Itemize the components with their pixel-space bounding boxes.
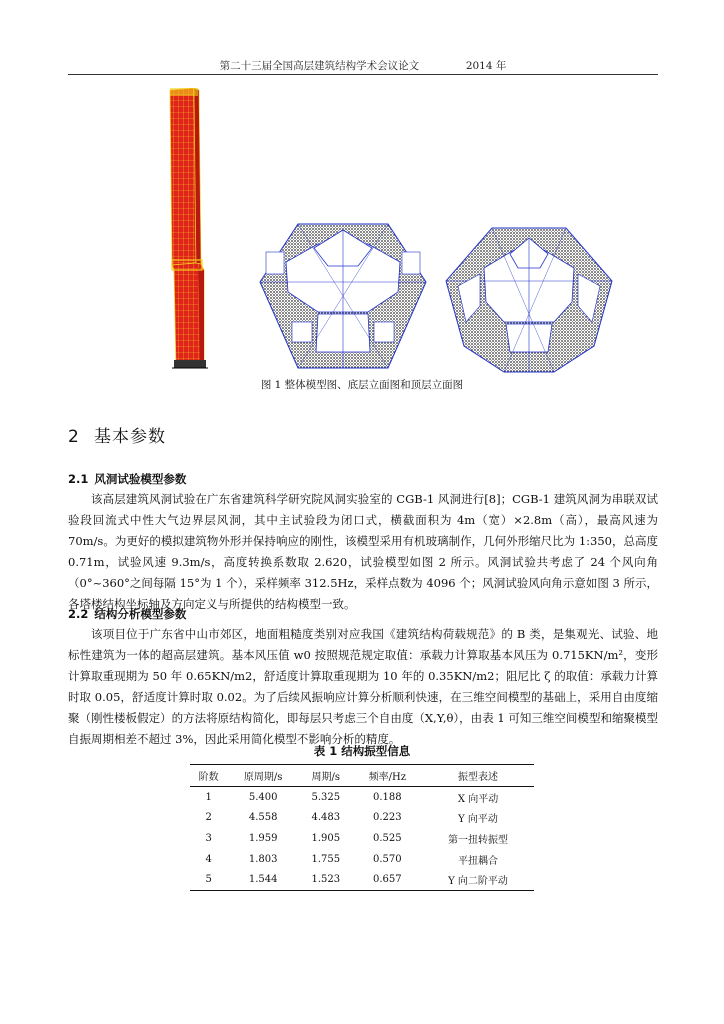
table-cell: 3: [205, 832, 212, 844]
section-2-1-paragraph: 该高层建筑风洞试验在广东省建筑科学研究院风洞实验室的 CGB-1 风洞进行[8]；CGB-1 建筑风洞为串联双试验段回流式中性大气边界层风洞，其中主试验段为闭口式，横截面积为 4m（宽）×2.8m（高），最高风速为 70m/s。为更好的模拟建筑物外形并保持响应的刚性，该模型采用有机玻璃制作，几何外形缩尺比为 1:350，总高度 0.71m，试验风速 9.3m/s，高度转换系数取 2.620，试验模型如图 2 所示。风洞试验共考虑了 24 个风向角（0°~360°之间每隔 15°为 1 个），采样频率 312.5Hz，采样点数为 4096 个；风洞试验风向角示意如图 3 所示，各塔楼结构坐标轴及方向定义与所提供的结构模型一致。: [68, 492, 658, 611]
table-row: [190, 869, 534, 890]
table-cell: 4: [205, 853, 212, 865]
table-cell: 0.223: [372, 812, 402, 824]
table-cell: 1.905: [311, 832, 341, 844]
table-cell: 2: [205, 812, 212, 824]
tower-model-image: [158, 88, 218, 373]
section-2-heading: [68, 422, 166, 447]
table-cell: 1.544: [248, 874, 278, 886]
table-header-row: [190, 765, 534, 787]
section-2-1-heading: [68, 471, 186, 487]
table-row: [190, 808, 534, 829]
subsection-title: 结构分析模型参数: [94, 607, 187, 621]
table-cell: 5.400: [248, 791, 278, 803]
conference-name: 第二十三届全国高层建筑结构学术会议论文: [219, 60, 420, 72]
table-cell: 5: [205, 874, 212, 886]
table-row: [190, 849, 534, 870]
section-title: 基本参数: [94, 427, 166, 447]
column-header: 阶数: [198, 772, 219, 783]
table-cell: 1.523: [311, 874, 341, 886]
table-cell: 4.483: [311, 812, 341, 824]
table-row: [190, 787, 534, 808]
table-cell: 1.959: [248, 832, 278, 844]
table-cell: Y 向平动: [458, 814, 498, 826]
section-number: 2: [68, 427, 80, 447]
subsection-title: 风洞试验模型参数: [94, 472, 187, 486]
table-cell: 0.657: [372, 874, 402, 886]
section-2-2-paragraph: 该项目位于广东省中山市郊区，地面粗糙度类别对应我国《建筑结构荷载规范》的 B 类，是集观光、试验、地标性建筑为一体的超高层建筑。基本风压值 w0 按照规范规定取值：承载力计算取基本风压为 0.715KN/m²，变形计算取重现期为 50 年 0.65KN/m2，舒适度计算取重现期为 10 年的 0.35KN/m2；阻尼比 ζ 的取值：承载力计算时取 0.05，舒适度计算时取 0.02。为了后续风振响应计算分析顺利快速，在三维空间模型的基础上，采用自由度缩聚（刚性楼板假定）的方法将原结构简化，即每层只考虑三个自由度（X,Y,θ），由表 1 可知三维空间模型和缩聚模型自振周期相差不超过 3%，因此采用简化模型不影响分析的精度。: [68, 627, 658, 746]
column-header: 振型表述: [458, 772, 499, 783]
table-cell: 4.558: [248, 812, 278, 824]
table-cell: 1.755: [311, 853, 341, 865]
figure-1-caption: 图 1 整体模型图、底层立面图和顶层立面图: [260, 379, 464, 391]
subsection-number: 2.1: [68, 472, 89, 486]
column-header: 频率/Hz: [368, 772, 406, 783]
table-cell: 1: [205, 791, 212, 803]
table-row: [190, 828, 534, 849]
table-1-title: 表 1 结构振型信息: [313, 744, 411, 758]
vibration-mode-table: [190, 764, 534, 891]
table-cell: 0.570: [372, 853, 402, 865]
running-header: [68, 58, 658, 75]
table-cell: Y 向二阶平动: [448, 876, 508, 888]
table-cell: 1.803: [248, 853, 278, 865]
subsection-number: 2.2: [68, 607, 89, 621]
figure-1: [0, 88, 724, 373]
table-cell: X 向平动: [457, 793, 499, 805]
table-cell: 0.188: [372, 791, 402, 803]
table-cell: 5.325: [311, 791, 341, 803]
ground-floor-plan-image: [258, 222, 428, 370]
top-floor-plan-image: [444, 226, 614, 374]
column-header: 原周期/s: [243, 772, 283, 783]
table-cell: 0.525: [372, 832, 402, 844]
section-2-2-heading: [68, 606, 186, 622]
header-year: 2014 年: [465, 60, 507, 72]
table-cell: 第一扭转振型: [448, 834, 509, 846]
table-cell: 平扭耦合: [458, 855, 499, 867]
column-header: 周期/s: [311, 772, 341, 783]
